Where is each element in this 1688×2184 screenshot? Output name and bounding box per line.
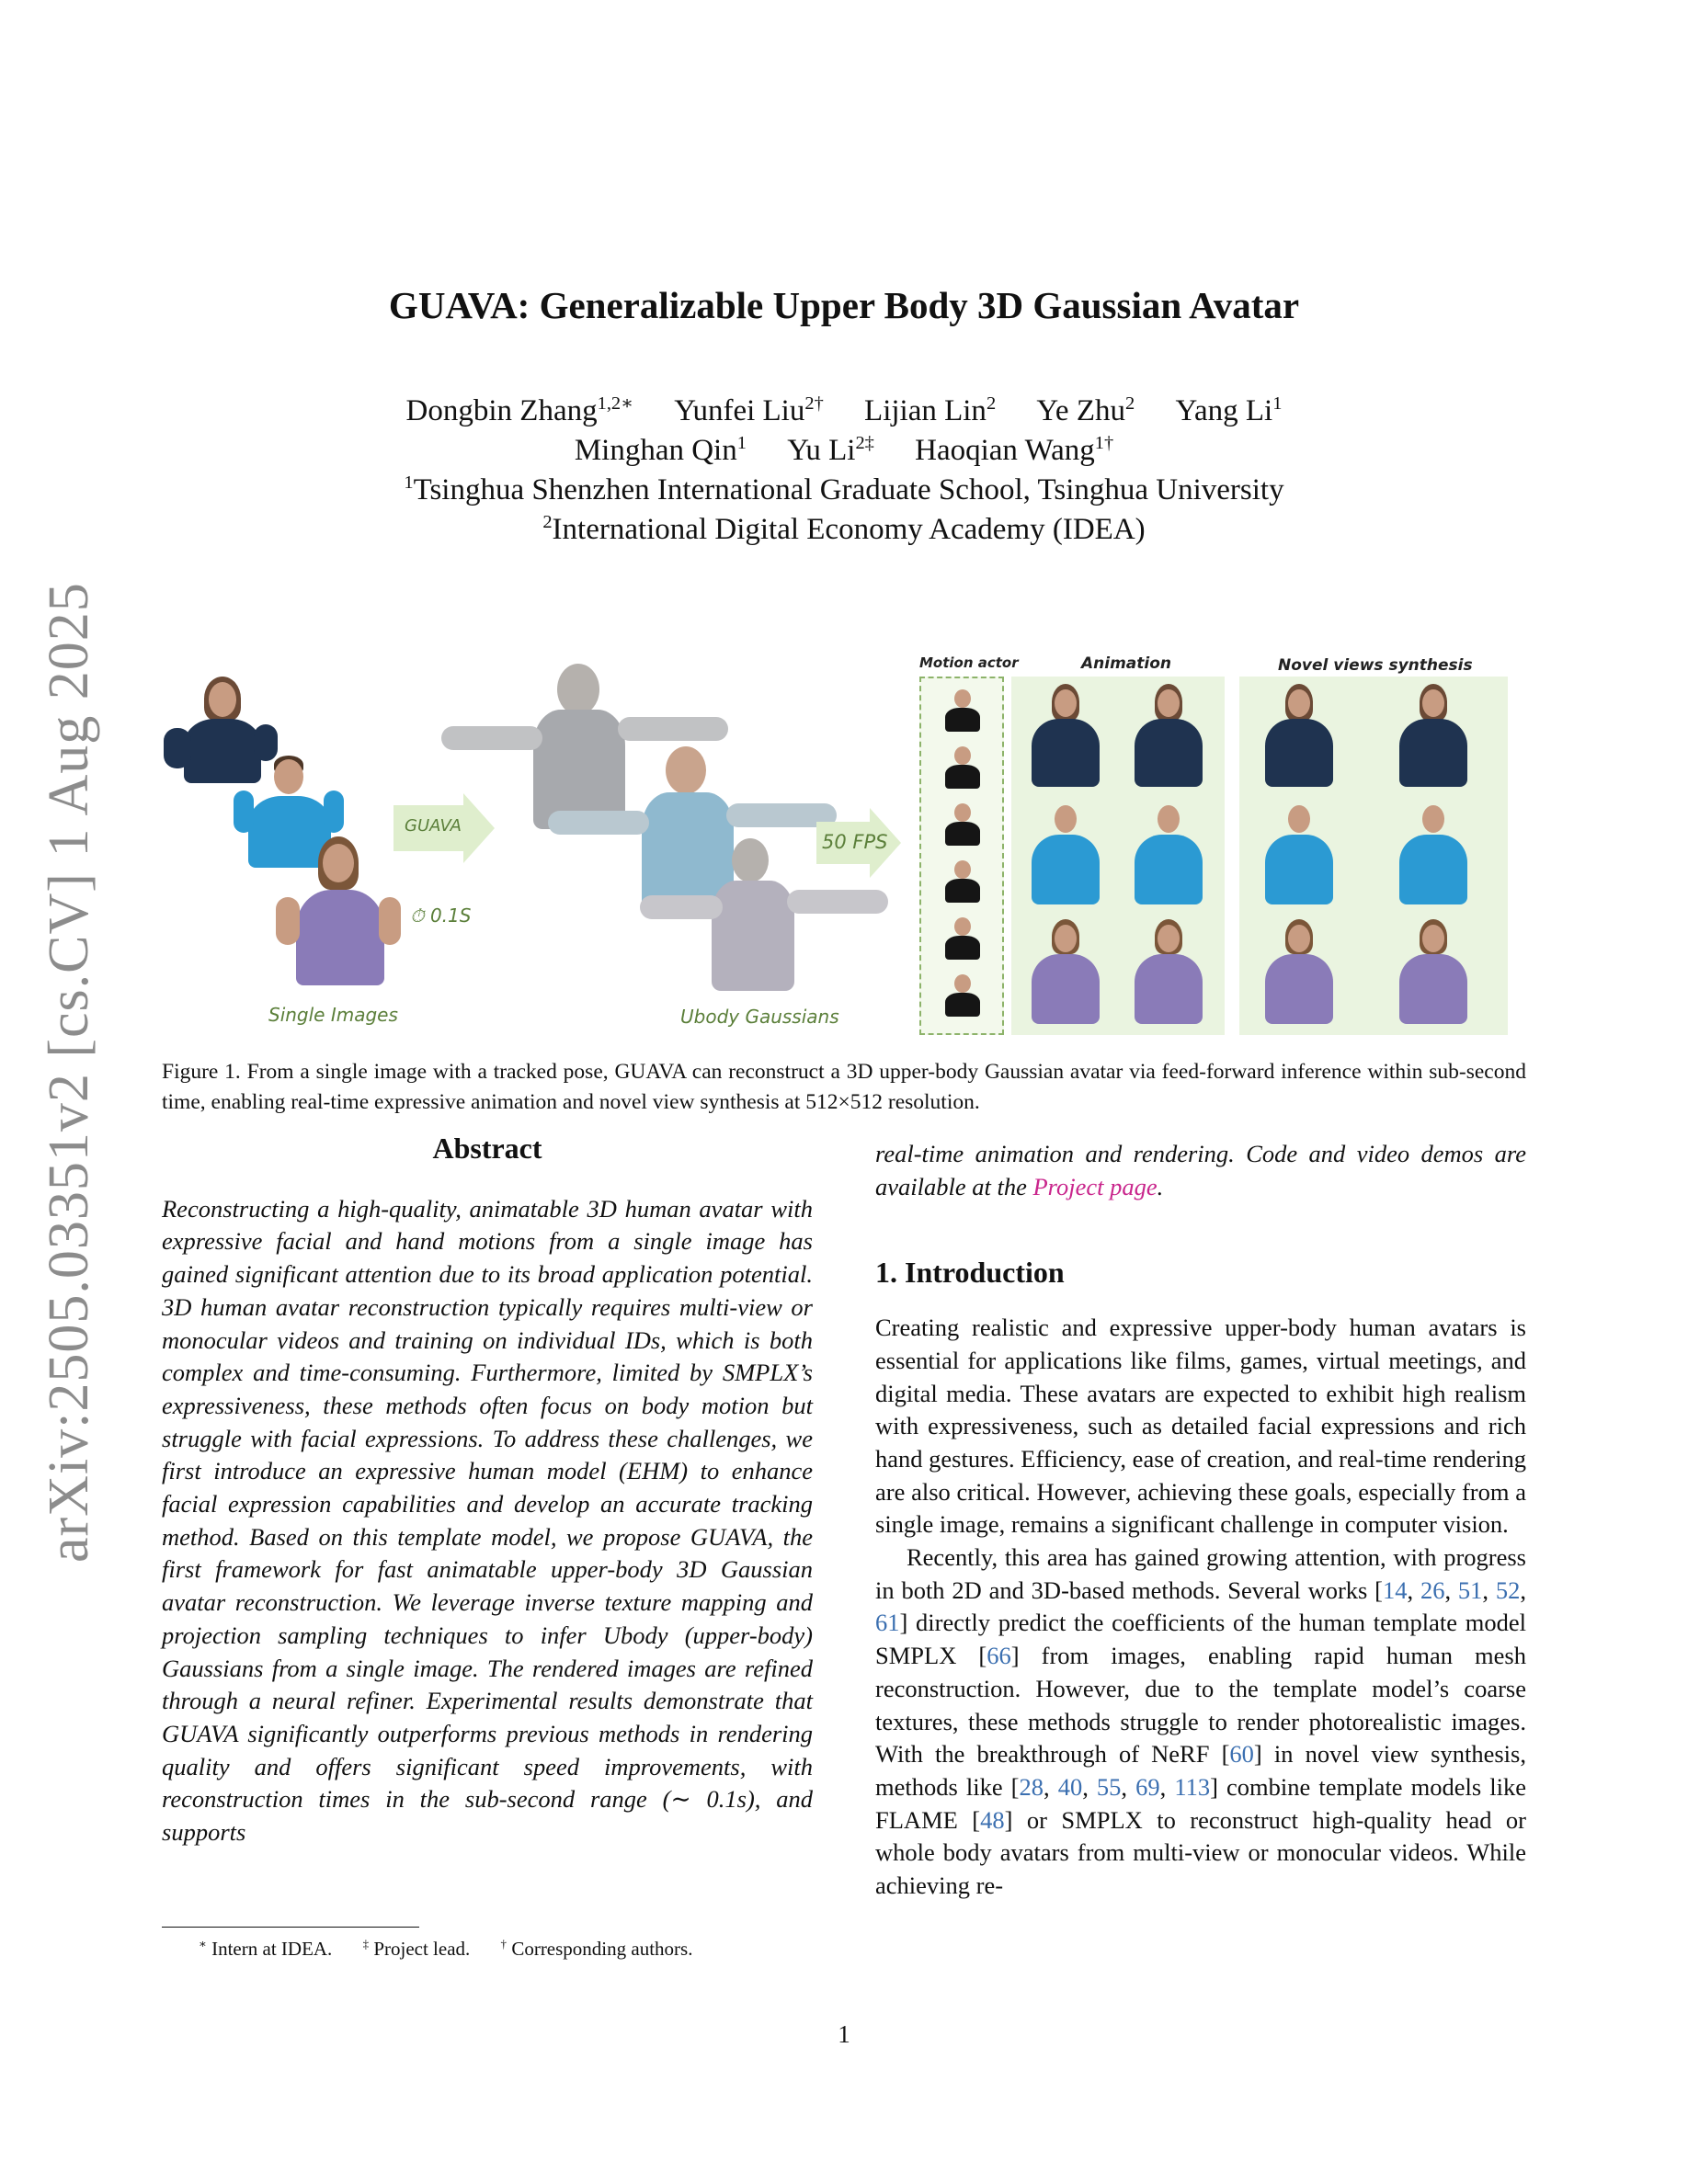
citation-link[interactable]: 26: [1420, 1575, 1445, 1604]
citation-link[interactable]: 60: [1229, 1740, 1254, 1769]
paper-title: GUAVA: Generalizable Upper Body 3D Gaussian Avatar: [388, 284, 1300, 326]
left-column: [162, 1132, 813, 1849]
right-column: [875, 1138, 1526, 1903]
author: Minghan Qin$^1$: [574, 433, 747, 467]
citation-link[interactable]: 14: [1383, 1575, 1408, 1604]
novel-views-panel: [1239, 677, 1508, 1035]
author: Haoqian Wang$^{1\dagger}$: [915, 433, 1114, 467]
citation-link[interactable]: 48: [980, 1805, 1005, 1834]
citation-link[interactable]: 113: [1174, 1772, 1211, 1801]
author: Ye Zhu$^2$: [1036, 393, 1135, 427]
abstract-text: Reconstructing a high-quality, animatable 3D human avatar with expressive facial and hand motions from a single image has gained significant attention due to its broad application potential. 3D human avatar reconstruction typically requires multi-view or monocular videos and training on individual IDs, which is both complex and time-consuming. Furthermore, limited by SMPLX’s expressiveness, these methods often focus on body motion but struggle with facial expressions. To address these challenges, we first introduce an expressive human model (EHM) to enhance facial expression capabilities and develop an accurate tracking method. Based on this template model, we propose GUAVA, the first framework for fast animatable upper-body 3D Gaussian avatar reconstruction. We leverage inverse texture mapping and projection sampling techniques to infer Ubody (upper-body) Gaussians from a single image. The rendered images are refined through a neural refiner. Experimental results demonstrate that GUAVA significantly outperforms previous methods in rendering quality and offers significant speed improvements, with reconstruction times in the sub-second range (∼ 0.1s), and supports: [162, 1194, 813, 1847]
reconstruction-time-label: ⏱ 0.1S: [410, 904, 472, 927]
intro-paragraph-1: Creating realistic and expressive upper-body human avatars is essential for applications like films, games, virtual meetings, and digital media. These avatars are expected to exhibit high realism with expressiveness, such as detailed facial expressions and rich hand gestures. Efficiency, ease of creation, and real-time rendering are also critical. However, achieving these goals, especially from a single image, remains a significant challenge in computer vision.: [875, 1314, 1526, 1539]
affiliation-1: $^1$Tsinghua Shenzhen International Graduate School, Tsinghua University: [404, 472, 1284, 506]
novel-view-frame: [1386, 800, 1478, 912]
novel-view-frame: [1252, 682, 1344, 794]
motion-actor-frame: [940, 855, 986, 904]
motion-actor-frame: [940, 741, 986, 791]
footnote-rule: [162, 1927, 419, 1928]
author-row-1: [0, 392, 1688, 431]
motion-actor-frame: [940, 969, 986, 1018]
motion-actor-frame: [940, 798, 986, 847]
animation-label: Animation: [1081, 654, 1172, 673]
teaser-figure: [162, 654, 1517, 1039]
author: Dongbin Zhang$^{1,2∗}$: [405, 393, 634, 427]
novel-views-label: Novel views synthesis: [1278, 656, 1473, 675]
fps-label: 50 FPS: [822, 831, 888, 853]
figure-caption: Figure 1. From a single image with a tracked pose, GUAVA can reconstruct a 3D upper-body Gaussian avatar via feed-forward inference within sub-second time, enabling real-time expressive animation and novel view synthesis at 512×512 resolution.: [162, 1060, 1526, 1114]
citation-link[interactable]: 55: [1096, 1772, 1122, 1801]
guava-label: GUAVA: [405, 816, 462, 836]
input-image-purple-shirt: [272, 836, 401, 993]
motion-actor-frame: [940, 684, 986, 734]
citation-link[interactable]: 66: [987, 1642, 1011, 1670]
abstract-heading: Abstract: [432, 1132, 542, 1165]
author: Yu $Li^{2\ddagger}$: [787, 433, 874, 467]
arxiv-identifier-stamp: arXiv:2505.03351v2 [cs.CV] 1 Aug 2025: [38, 582, 100, 1563]
author-block: [0, 392, 1688, 550]
animation-frame: [1019, 800, 1111, 912]
motion-actor-label: Motion actor: [919, 654, 1019, 671]
citation-link[interactable]: 40: [1057, 1772, 1083, 1801]
citation-link[interactable]: 52: [1495, 1575, 1521, 1604]
animation-frame: [1122, 682, 1214, 794]
abstract-continuation: real-time animation and rendering. Code and video demos are available at the Project page.: [875, 1140, 1526, 1200]
citation-link[interactable]: 69: [1135, 1772, 1160, 1801]
introduction-heading: 1. Introduction: [875, 1256, 1065, 1290]
citation-link[interactable]: 28: [1019, 1772, 1044, 1801]
novel-view-frame: [1252, 917, 1344, 1029]
author: Lijian Lin$^2$: [864, 393, 997, 427]
animation-frame: [1122, 800, 1214, 912]
single-images-label: Single Images: [268, 1004, 398, 1026]
author-row-2: [0, 431, 1688, 471]
page-number: 1: [838, 2020, 850, 2048]
animation-frame: [1019, 682, 1111, 794]
animation-frame: [1122, 917, 1214, 1029]
novel-view-frame: [1252, 800, 1344, 912]
motion-actor-column: [919, 677, 1004, 1035]
motion-actor-frame: [940, 912, 986, 961]
animation-panel: [1011, 677, 1225, 1035]
affiliation-2: $^2$International Digital Economy Academy (IDEA): [542, 512, 1146, 546]
novel-view-frame: [1386, 917, 1478, 1029]
author: Yunfei Liu$^{2\dagger}$: [674, 393, 824, 427]
project-page-link[interactable]: Project page: [1032, 1172, 1158, 1200]
animation-frame: [1019, 917, 1111, 1029]
intro-paragraph-2: Recently, this area has gained growing attention, with progress in both 2D and 3D-based methods. Several works [14, 26, 51, 52, 61] directly predict the coefficients of the human template model SMPLX [66] from images, enabling rapid human mesh reconstruction. However, due to the template model’s coarse textures, these methods struggle to render photorealistic images. With the breakthrough of NeRF [60] in novel view synthesis, methods like [28, 40, 55, 69, 113] combine template models like FLAME [48] or SMPLX to reconstruct high-quality head or whole body avatars from multi-view or monocular videos. While achieving re-: [875, 1543, 1526, 1900]
novel-view-frame: [1386, 682, 1478, 794]
author: Yang Li$^1$: [1175, 393, 1283, 427]
citation-link[interactable]: 51: [1457, 1575, 1483, 1604]
footnote: ∗ Intern at IDEA. ‡ Project lead. † Corresponding authors.: [199, 1937, 693, 1960]
citation-link[interactable]: 61: [875, 1609, 900, 1637]
ubody-gaussians-label: Ubody Gaussians: [680, 1006, 839, 1028]
